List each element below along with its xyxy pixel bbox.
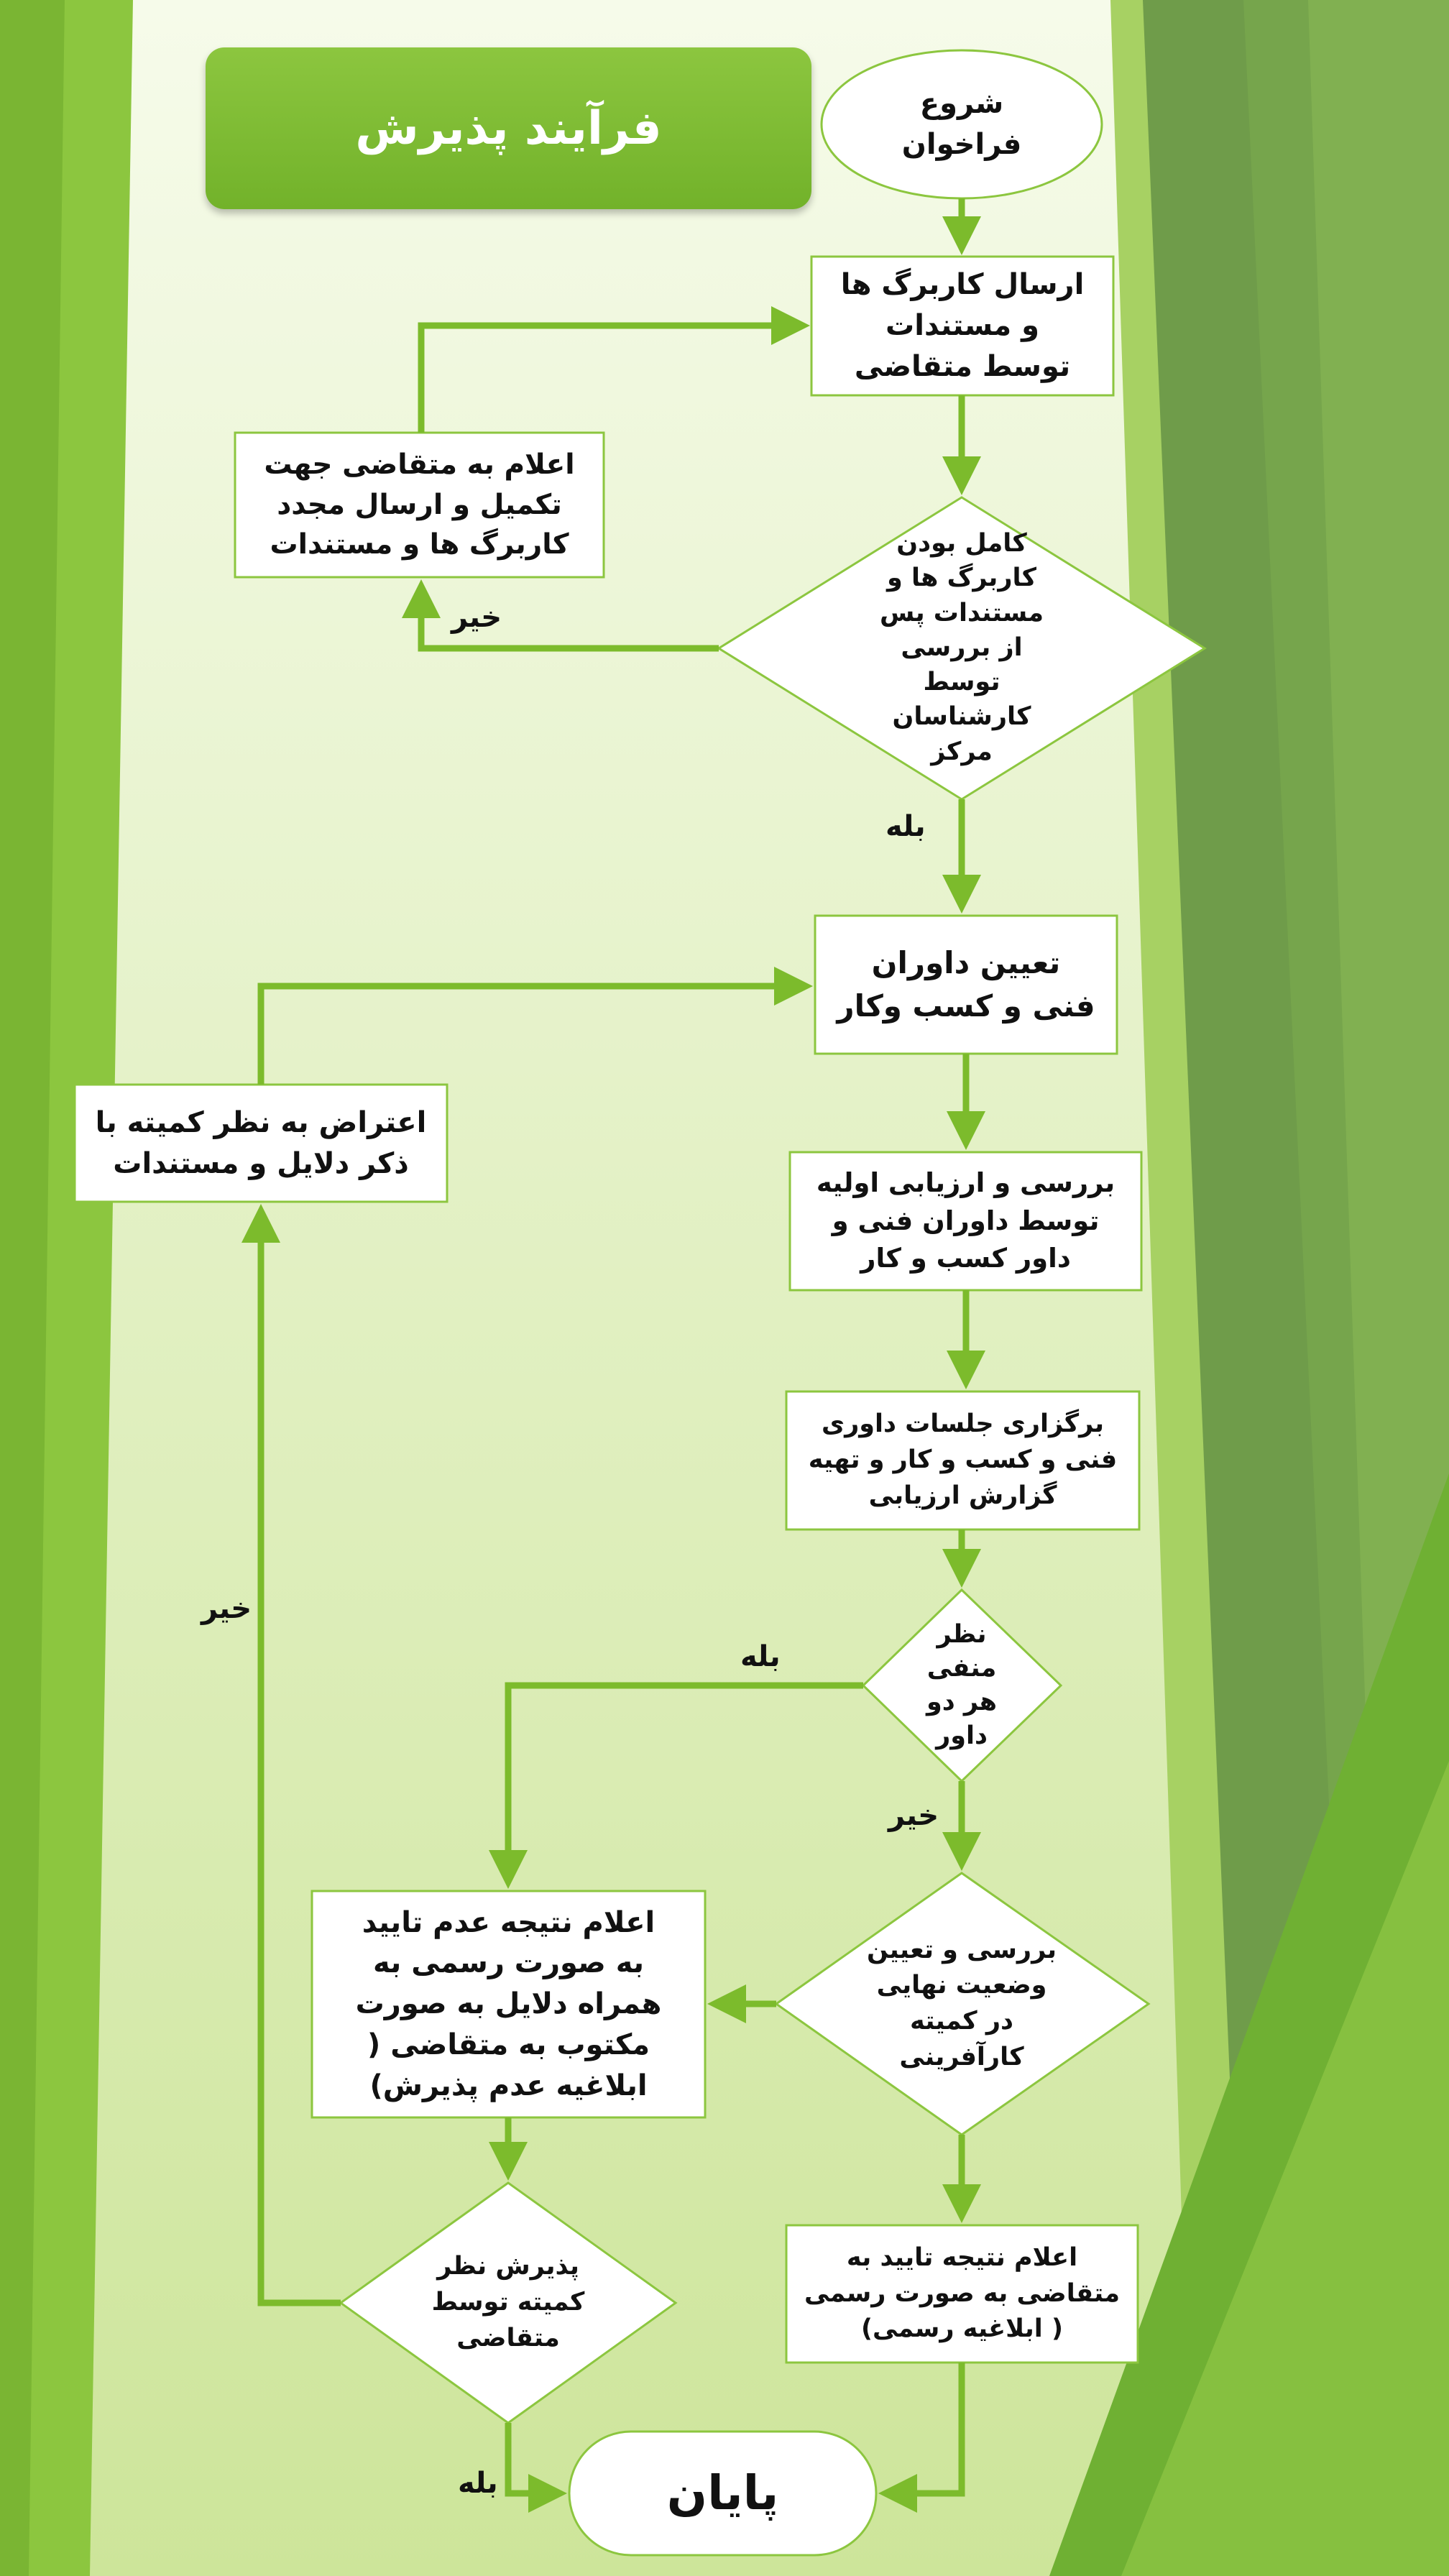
objection-label: اعتراض به نظر کمیته با ذکر دلایل و مستندات — [95, 1105, 427, 1180]
page-title: فرآیند پذیرش — [355, 101, 662, 155]
edge-label-no-negative: خیر — [888, 1799, 939, 1832]
start-label: شروع فراخوان — [901, 87, 1022, 161]
edge-label-yes-negative: بله — [740, 1640, 781, 1673]
approve-notice-label: اعلام نتیجه تایید به متقاضی به صورت رسمی ( ابلاغیه رسمی) — [804, 2242, 1120, 2344]
initial-review-label: بررسی و ارزیابی اولیه توسط داوران فنی و داور کسب و کار — [816, 1167, 1116, 1274]
accept-committee-label: پذیرش نظر کمیته توسط متقاضی — [431, 2252, 585, 2352]
negative-opinion-label: نظر منفی هر دو داور — [926, 1619, 997, 1751]
reject-notice-label: اعلام نتیجه عدم تایید به صورت رسمی به همراه دلایل به صورت مکتوب به متقاضی ( ابلاغیه عدم پذیرش) — [355, 1905, 662, 2102]
edge-label-no-objection: خیر — [201, 1592, 252, 1625]
edge-label-no-incomplete: خیر — [451, 601, 502, 634]
notify-incomplete-label: اعلام به متقاضی جهت تکمیل و ارسال مجدد کاربرگ ها و مستندات — [264, 448, 575, 561]
edge-label-yes-complete: بله — [886, 810, 926, 843]
check-complete-label: کامل بودن کاربرگ ها و مستندات پس از بررسی توسط کارشناسان مرکز — [879, 528, 1044, 766]
assign-reviewers-label: تعیین داوران فنی و کسب وکار — [837, 945, 1095, 1024]
edge-label-yes-accept: بله — [458, 2467, 498, 2500]
review-sessions-label: برگزاری جلسات داوری فنی و کسب و کار و تهیه گزارش ارزیابی — [808, 1409, 1118, 1510]
end-label: پایان — [666, 2465, 779, 2521]
final-status-label: بررسی و تعیین وضعیت نهایی در کمیته کارآفرینی — [867, 1935, 1057, 2071]
submit-label: ارسال کاربرگ ها و مستندات توسط متقاضی — [840, 268, 1085, 383]
